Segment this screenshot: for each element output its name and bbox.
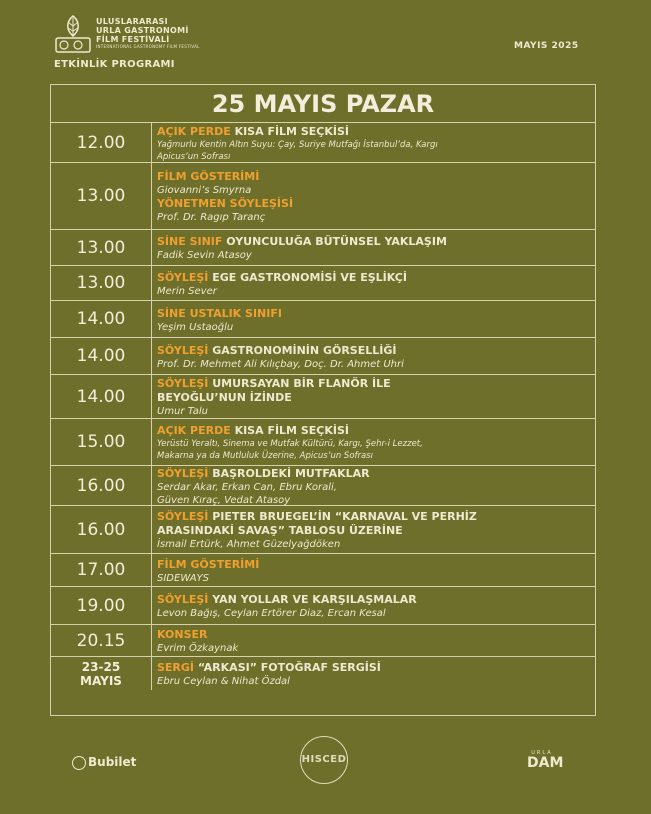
festival-name xyxy=(96,17,200,49)
bubilet-icon xyxy=(72,756,86,770)
logo-line-2: URLA GASTRONOMİ xyxy=(96,26,189,35)
event-title xyxy=(157,661,595,675)
event-content xyxy=(152,266,595,300)
event-category: SÖYLEŞİ xyxy=(157,466,209,480)
event-time: 13.00 xyxy=(51,163,152,229)
event-name: UMURSAYAN BİR FLANÖR İLE xyxy=(208,377,391,390)
event-name: BEYOĞLU’NUN İZİNDE xyxy=(157,391,292,404)
event-content xyxy=(152,554,595,586)
event-detail: Yağmurlu Kentin Altın Suyu: Çay, Suriye Mutfağı İstanbul’da, Kargı xyxy=(157,139,438,150)
event-category: AÇIK PERDE xyxy=(157,424,231,437)
event-name: OYUNCULUĞA BÜTÜNSEL YAKLAŞIM xyxy=(222,235,447,248)
event-title xyxy=(157,170,595,184)
event-content xyxy=(152,230,595,265)
event-detail: Fadik Sevin Atasoy xyxy=(157,250,252,261)
event-category: SÖYLEŞİ xyxy=(157,343,209,357)
event-category: AÇIK PERDE xyxy=(157,124,231,138)
event-name: KISA FİLM SEÇKİSİ xyxy=(230,424,349,437)
event-detail: Yeşim Ustaoğlu xyxy=(157,321,234,333)
event-time: 14.00 xyxy=(51,338,152,374)
event-detail: Umur Talu xyxy=(157,406,208,417)
event-time: 14.00 xyxy=(51,301,152,337)
schedule-row xyxy=(51,301,595,338)
logo-line-3: FİLM FESTİVALİ xyxy=(96,35,170,44)
schedule-row xyxy=(51,375,595,419)
event-category: SÖYLEŞİ xyxy=(157,593,209,606)
event-time: 16.00 xyxy=(51,506,152,553)
event-detail: SIDEWAYS xyxy=(157,572,210,584)
event-time: 19.00 xyxy=(51,587,152,624)
program-label: ETKİNLİK PROGRAMI xyxy=(54,59,175,70)
event-detail: Makarna ya da Mutluluk Üzerine, Apicus’un Sofrası xyxy=(157,451,373,461)
event-time: 12.00 xyxy=(51,123,152,162)
event-time: 15.00 xyxy=(51,419,152,465)
logo-line-1: ULUSLARARASI xyxy=(96,17,168,26)
event-title xyxy=(157,197,595,211)
event-time: 17.00 xyxy=(51,554,152,586)
event-category: KONSER xyxy=(157,628,208,641)
bubilet-logo xyxy=(72,755,136,770)
event-detail: Merin Sever xyxy=(157,285,217,297)
event-content xyxy=(152,419,595,465)
event-time: 13.00 xyxy=(51,266,152,300)
event-name: KISA FİLM SEÇKİSİ xyxy=(230,124,349,138)
event-category: YÖNETMEN SÖYLEŞİSİ xyxy=(157,197,294,210)
event-title xyxy=(157,271,595,285)
event-category: SÖYLEŞİ xyxy=(157,377,209,390)
event-content xyxy=(152,625,595,656)
event-content xyxy=(152,506,595,553)
event-title xyxy=(157,235,595,249)
schedule-row xyxy=(51,266,595,301)
event-name: YAN YOLLAR VE KARŞILAŞMALAR xyxy=(208,593,417,606)
schedule-row xyxy=(51,230,595,266)
urla-dam-logo xyxy=(527,750,564,776)
event-name: GASTRONOMİNİN GÖRSELLİĞİ xyxy=(208,343,397,357)
event-category: SÖYLEŞİ xyxy=(157,270,209,284)
schedule-row xyxy=(51,466,595,506)
event-content xyxy=(152,338,595,374)
event-name: PIETER BRUEGEL’İN “KARNAVAL VE PERHİZ xyxy=(208,510,477,523)
event-time: 14.00 xyxy=(51,375,152,418)
event-detail: Güven Kıraç, Vedat Atasoy xyxy=(157,494,291,506)
schedule-row xyxy=(51,163,595,230)
schedule-row xyxy=(51,419,595,466)
event-detail: Yerüstü Yeraltı, Sinema ve Mutfak Kültürü, Kargı, Şehr-i Lezzet, xyxy=(157,439,423,449)
event-title xyxy=(157,467,595,481)
event-category: SERGİ xyxy=(157,661,195,674)
event-detail: Giovanni’s Smyrna xyxy=(157,185,252,196)
event-title xyxy=(157,593,595,607)
logo-subtitle: INTERNATIONAL GASTRONOMY FILM FESTIVAL xyxy=(96,44,200,49)
schedule-row xyxy=(51,123,595,163)
schedule-row xyxy=(51,338,595,375)
event-content xyxy=(152,375,595,418)
event-detail: Apicus’un Sofrası xyxy=(157,151,231,162)
event-time: 20.15 xyxy=(51,625,152,656)
event-time: 23-25 MAYIS xyxy=(51,657,152,690)
event-time: 13.00 xyxy=(51,230,152,265)
event-category: FİLM GÖSTERİMİ xyxy=(157,557,260,571)
event-category: SİNE USTALIK SINIFI xyxy=(157,306,282,320)
event-name: ARASINDAKİ SAVAŞ” TABLOSU ÜZERİNE xyxy=(157,524,403,537)
event-detail: Ebru Ceylan & Nihat Özdal xyxy=(157,676,290,687)
dam-label: DAM xyxy=(527,755,564,771)
event-detail: İsmail Ertürk, Ahmet Güzelyağdöken xyxy=(157,539,341,550)
schedule-row xyxy=(51,587,595,625)
event-content xyxy=(152,466,595,505)
event-name: “ARKASI” FOTOĞRAF SERGİSİ xyxy=(194,661,381,674)
event-category: SİNE SINIF xyxy=(157,235,223,248)
event-content xyxy=(152,587,595,624)
urla-label: URLA xyxy=(531,750,553,756)
schedule-row xyxy=(51,657,595,690)
event-name: EGE GASTRONOMİSİ VE EŞLİKÇİ xyxy=(208,270,407,284)
schedule-table xyxy=(50,84,596,716)
schedule-row xyxy=(51,625,595,657)
festival-logo-icon xyxy=(52,14,94,58)
event-title xyxy=(157,524,595,538)
event-category: SÖYLEŞİ xyxy=(157,510,209,523)
month-label: MAYIS 2025 xyxy=(514,41,579,51)
event-title xyxy=(157,510,595,524)
bubilet-label: Bubilet xyxy=(88,755,137,769)
event-detail: Prof. Dr. Ragıp Taranç xyxy=(157,212,266,223)
day-title: 25 MAYIS PAZAR xyxy=(51,85,595,123)
event-content xyxy=(152,123,595,162)
event-detail: Evrim Özkaynak xyxy=(157,643,239,654)
event-title xyxy=(157,558,595,572)
event-content xyxy=(152,163,595,229)
event-title xyxy=(157,391,595,405)
event-title xyxy=(157,424,595,438)
event-category: FİLM GÖSTERİMİ xyxy=(157,170,260,183)
event-time: 16.00 xyxy=(51,466,152,505)
event-name: BAŞROLDEKİ MUTFAKLAR xyxy=(208,466,370,480)
schedule-row xyxy=(51,554,595,587)
event-content xyxy=(152,301,595,337)
schedule-row xyxy=(51,506,595,554)
event-title xyxy=(157,377,595,391)
hisced-label: HISCED xyxy=(301,754,347,765)
header xyxy=(0,0,651,80)
event-detail: Serdar Akar, Erkan Can, Ebru Korali, xyxy=(157,481,337,493)
event-title xyxy=(157,344,595,358)
event-detail: Prof. Dr. Mehmet Ali Kılıçbay, Doç. Dr. Ahmet Uhri xyxy=(157,358,404,370)
event-title xyxy=(157,307,595,321)
event-title xyxy=(157,628,595,642)
hisced-logo xyxy=(300,736,348,784)
event-detail: Levon Bağış, Ceylan Ertörer Diaz, Ercan Kesal xyxy=(157,608,386,619)
event-title xyxy=(157,125,595,139)
event-content xyxy=(152,657,595,690)
